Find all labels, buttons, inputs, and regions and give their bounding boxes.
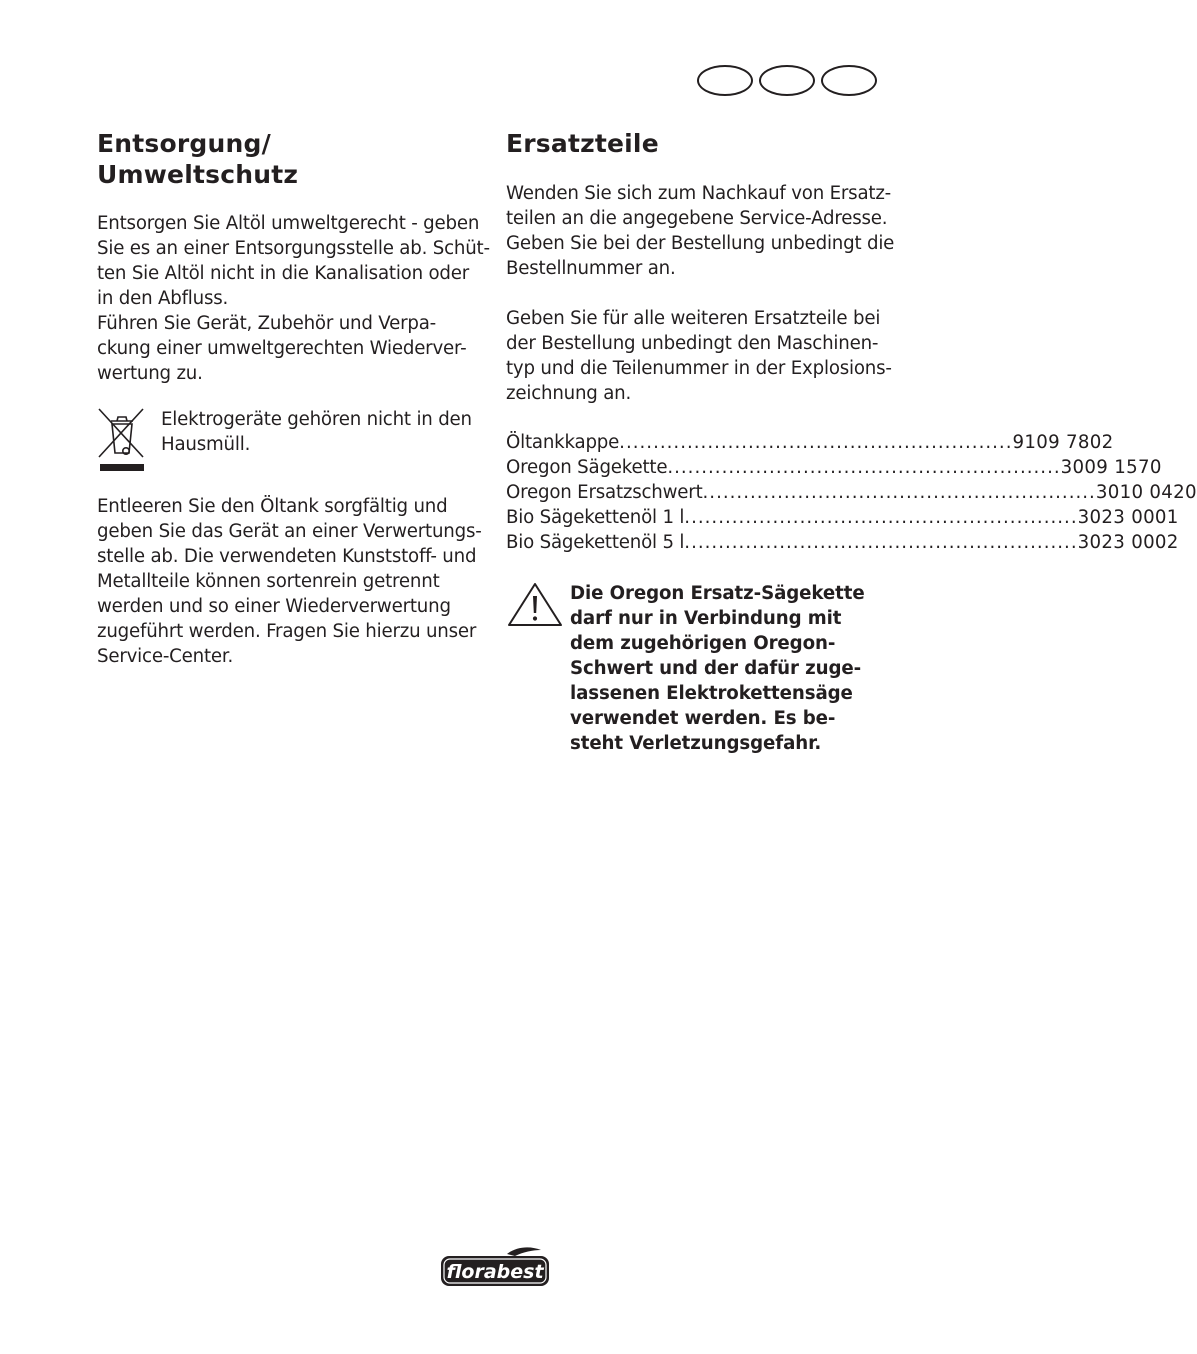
parts-list-row	[506, 505, 1179, 530]
spare-parts-paragraph-1	[506, 181, 895, 281]
warning-notice	[506, 581, 891, 756]
weee-notice	[97, 407, 487, 477]
leader-dots: ..........................................................	[667, 457, 1061, 478]
part-name: Oregon Ersatzschwert	[506, 482, 703, 503]
part-number: 3023 0002	[1077, 532, 1179, 553]
leader-dots: ..........................................................	[684, 507, 1078, 528]
text-line: Entsorgen Sie Altöl umweltgerecht - geben	[97, 213, 480, 234]
text-line: stelle ab. Die verwendeten Kunststoff- und	[97, 546, 477, 567]
parts-list-row	[506, 430, 1114, 455]
spare-parts-paragraph-2	[506, 306, 891, 406]
part-name: Bio Sägekettenöl 5 l	[506, 532, 685, 553]
warning-text	[570, 581, 891, 756]
heading-line: Umweltschutz	[97, 160, 299, 189]
text-line: Schwert und der dafür zuge-	[570, 658, 862, 679]
text-line: steht Verletzungsgefahr.	[570, 733, 822, 754]
language-oval-1	[697, 65, 753, 96]
right-column	[506, 128, 1197, 756]
parts-list-row	[506, 530, 1179, 555]
part-name: Öltankkappe	[506, 432, 620, 453]
text-line: werden und so einer Wiederverwertung	[97, 596, 451, 617]
text-line: geben Sie das Gerät an einer Verwertungs-	[97, 521, 482, 542]
disposal-paragraph-1	[97, 211, 490, 386]
language-oval-2	[759, 65, 815, 96]
text-line: Entleeren Sie den Öltank sorgfältig und	[97, 496, 448, 517]
text-line: Metallteile können sortenrein getrennt	[97, 571, 440, 592]
text-line: Service-Center.	[97, 646, 234, 667]
spare-parts-heading: Ersatzteile	[506, 129, 659, 158]
disposal-paragraph-2	[97, 494, 487, 669]
text-line: Führen Sie Gerät, Zubehör und Verpa-	[97, 313, 437, 334]
language-ovals	[697, 65, 877, 96]
crossed-out-wheelie-bin-icon	[97, 407, 147, 473]
text-line: Wenden Sie sich zum Nachkauf von Ersatz-	[506, 183, 892, 204]
text-line: Elektrogeräte gehören nicht in den	[161, 409, 472, 430]
text-line: typ und die Teilenummer in der Explosions-	[506, 358, 892, 379]
leader-dots: ..........................................................	[684, 532, 1078, 553]
text-line: verwendet werden. Es be-	[570, 708, 836, 729]
part-number: 9109 7802	[1012, 432, 1114, 453]
text-line: wertung zu.	[97, 363, 203, 384]
text-line: Hausmüll.	[161, 434, 251, 455]
text-line: Bestellnummer an.	[506, 258, 676, 279]
text-line: Geben Sie für alle weiteren Ersatzteile bei	[506, 308, 881, 329]
text-line: zugeführt werden. Fragen Sie hierzu unser	[97, 621, 477, 642]
parts-list-row	[506, 480, 1197, 505]
parts-list	[506, 430, 1197, 555]
part-name: Oregon Sägekette	[506, 457, 668, 478]
text-line: der Bestellung unbedingt den Maschinen-	[506, 333, 879, 354]
part-number: 3023 0001	[1077, 507, 1179, 528]
text-line: in den Abfluss.	[97, 288, 229, 309]
text-line: zeichnung an.	[506, 383, 632, 404]
text-line: Sie es an einer Entsorgungsstelle ab. Schüt-	[97, 238, 490, 259]
text-line: dem zugehörigen Oregon-	[570, 633, 836, 654]
heading-line: Entsorgung/	[97, 129, 271, 158]
leader-dots: ..........................................................	[702, 482, 1096, 503]
warning-triangle-icon	[506, 581, 564, 629]
text-line: ten Sie Altöl nicht in die Kanalisation oder	[97, 263, 470, 284]
part-number: 3009 1570	[1060, 457, 1162, 478]
text-line: lassenen Elektrokettensäge	[570, 683, 853, 704]
disposal-heading	[97, 128, 487, 190]
left-column	[97, 128, 490, 669]
text-line: darf nur in Verbindung mit	[570, 608, 842, 629]
parts-list-row	[506, 455, 1162, 480]
part-name: Bio Sägekettenöl 1 l	[506, 507, 685, 528]
text-line: ckung einer umweltgerechten Wiederver-	[97, 338, 467, 359]
part-number: 3010 0420	[1095, 482, 1197, 503]
logo-text: florabest	[446, 1261, 544, 1283]
florabest-logo	[439, 1244, 551, 1289]
leader-dots: ..........................................................	[619, 432, 1013, 453]
text-line: teilen an die angegebene Service-Adresse.	[506, 208, 888, 229]
weee-text	[161, 407, 472, 457]
language-oval-3	[821, 65, 877, 96]
text-line: Die Oregon Ersatz-Sägekette	[570, 583, 865, 604]
text-line: Geben Sie bei der Bestellung unbedingt die	[506, 233, 895, 254]
